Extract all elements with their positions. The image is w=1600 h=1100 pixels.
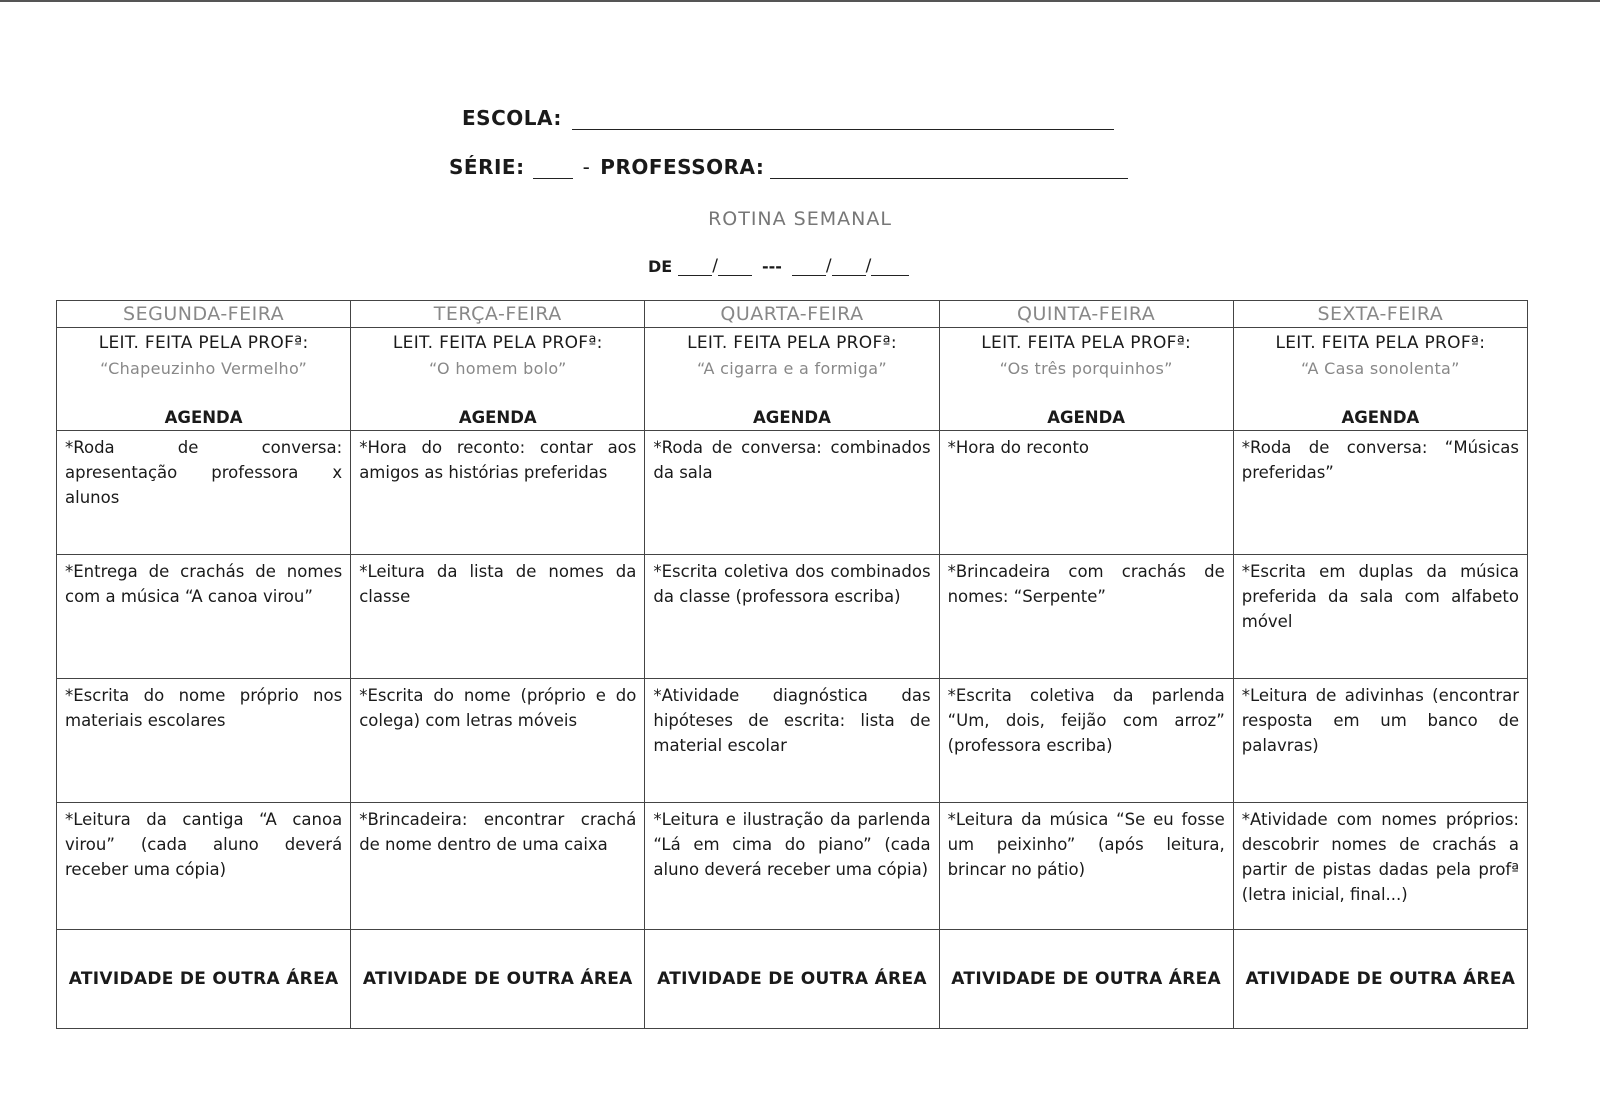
date-start-day-blank[interactable] — [678, 259, 712, 276]
grade-teacher-row — [449, 155, 1128, 179]
date-slash: / — [712, 256, 718, 276]
activity-row-3 — [57, 679, 1528, 803]
page-title: ROTINA SEMANAL — [708, 208, 892, 230]
agenda-label: AGENDA — [1341, 408, 1420, 427]
activity-cell: *Roda de conversa: combinados da sala — [645, 431, 939, 555]
reading-title: “Os três porquinhos” — [999, 359, 1173, 378]
activity-cell: *Escrita coletiva dos combinados da classe (professora escriba) — [645, 555, 939, 679]
reading-cell-friday — [1233, 328, 1527, 431]
activity-cell: *Atividade com nomes próprios: descobrir nomes de crachás a partir de pistas dadas pela profª (letra inicial, final...) — [1233, 803, 1527, 930]
activity-cell: *Escrita coletiva da parlenda “Um, dois, feijão com arroz” (professora escriba) — [939, 679, 1233, 803]
reading-cell-monday — [57, 328, 351, 431]
agenda-label: AGENDA — [753, 408, 831, 427]
activity-row-4 — [57, 803, 1528, 930]
activity-cell: *Leitura da música “Se eu fosse um peixinho” (após leitura, brincar no pátio) — [939, 803, 1233, 930]
activity-cell: *Escrita do nome próprio nos materiais escolares — [57, 679, 351, 803]
activity-row-1 — [57, 431, 1528, 555]
school-row — [462, 106, 1114, 130]
date-end-year-blank[interactable] — [871, 259, 909, 276]
header-separator: - — [582, 155, 591, 179]
reading-row — [57, 328, 1528, 431]
teacher-label: PROFESSORA: — [600, 155, 765, 179]
reading-title: “O homem bolo” — [429, 359, 567, 378]
activity-cell: *Atividade diagnóstica das hipóteses de escrita: lista de material escolar — [645, 679, 939, 803]
other-area-cell: ATIVIDADE DE OUTRA ÁREA — [57, 930, 351, 1029]
grade-blank-line[interactable] — [533, 158, 573, 179]
reading-cell-wednesday — [645, 328, 939, 431]
day-header-friday: SEXTA-FEIRA — [1233, 301, 1527, 328]
grade-label: SÉRIE: — [449, 155, 525, 179]
activity-cell: *Escrita do nome (próprio e do colega) com letras móveis — [351, 679, 645, 803]
other-area-cell: ATIVIDADE DE OUTRA ÁREA — [645, 930, 939, 1029]
activity-cell: *Brincadeira com crachás de nomes: “Serpente” — [939, 555, 1233, 679]
reading-label: LEIT. FEITA PELA PROFª: — [1275, 333, 1486, 353]
reading-cell-thursday — [939, 328, 1233, 431]
school-blank-line[interactable] — [572, 109, 1114, 130]
date-range-row — [648, 256, 909, 276]
agenda-label: AGENDA — [164, 408, 243, 427]
other-area-cell: ATIVIDADE DE OUTRA ÁREA — [939, 930, 1233, 1029]
date-from-label: DE — [648, 257, 673, 276]
other-area-cell: ATIVIDADE DE OUTRA ÁREA — [351, 930, 645, 1029]
agenda-label: AGENDA — [458, 408, 537, 427]
activity-cell: *Leitura da lista de nomes da classe — [351, 555, 645, 679]
day-header-monday: SEGUNDA-FEIRA — [57, 301, 351, 328]
activity-cell: *Hora do reconto: contar aos amigos as histórias preferidas — [351, 431, 645, 555]
activity-cell: *Escrita em duplas da música preferida da sala com alfabeto móvel — [1233, 555, 1527, 679]
reading-label: LEIT. FEITA PELA PROFª: — [981, 333, 1192, 353]
activity-cell: *Leitura de adivinhas (encontrar resposta em um banco de palavras) — [1233, 679, 1527, 803]
other-area-row — [57, 930, 1528, 1029]
date-end-month-blank[interactable] — [832, 259, 866, 276]
top-border-line — [0, 0, 1600, 2]
reading-title: “Chapeuzinho Vermelho” — [100, 359, 308, 378]
date-start-month-blank[interactable] — [718, 259, 752, 276]
date-slash: / — [825, 256, 832, 276]
date-end-day-blank[interactable] — [792, 259, 826, 276]
date-slash: / — [865, 256, 872, 276]
weekly-routine-table — [56, 300, 1528, 1029]
day-header-wednesday: QUARTA-FEIRA — [645, 301, 939, 328]
school-label: ESCOLA: — [462, 106, 562, 130]
reading-label: LEIT. FEITA PELA PROFª: — [687, 333, 897, 353]
activity-cell: *Leitura e ilustração da parlenda “Lá em cima do piano” (cada aluno deverá receber uma cópia) — [645, 803, 939, 930]
activity-cell: *Entrega de crachás de nomes com a música “A canoa virou” — [57, 555, 351, 679]
activity-cell: *Leitura da cantiga “A canoa virou” (cada aluno deverá receber uma cópia) — [57, 803, 351, 930]
activity-cell: *Roda de conversa: “Músicas preferidas” — [1233, 431, 1527, 555]
day-header-tuesday: TERÇA-FEIRA — [351, 301, 645, 328]
agenda-label: AGENDA — [1047, 408, 1126, 427]
activity-cell: *Brincadeira: encontrar crachá de nome dentro de uma caixa — [351, 803, 645, 930]
activity-row-2 — [57, 555, 1528, 679]
day-header-thursday: QUINTA-FEIRA — [939, 301, 1233, 328]
reading-title: “A Casa sonolenta” — [1301, 359, 1460, 378]
reading-title: “A cigarra e a formiga” — [696, 359, 887, 378]
teacher-blank-line[interactable] — [770, 158, 1128, 179]
day-name-row — [57, 301, 1528, 328]
activity-cell: *Roda de conversa: apresentação professora x alunos — [57, 431, 351, 555]
activity-cell: *Hora do reconto — [939, 431, 1233, 555]
date-range-separator: --- — [761, 257, 782, 276]
reading-cell-tuesday — [351, 328, 645, 431]
other-area-cell: ATIVIDADE DE OUTRA ÁREA — [1233, 930, 1527, 1029]
reading-label: LEIT. FEITA PELA PROFª: — [98, 333, 309, 353]
reading-label: LEIT. FEITA PELA PROFª: — [392, 333, 603, 353]
